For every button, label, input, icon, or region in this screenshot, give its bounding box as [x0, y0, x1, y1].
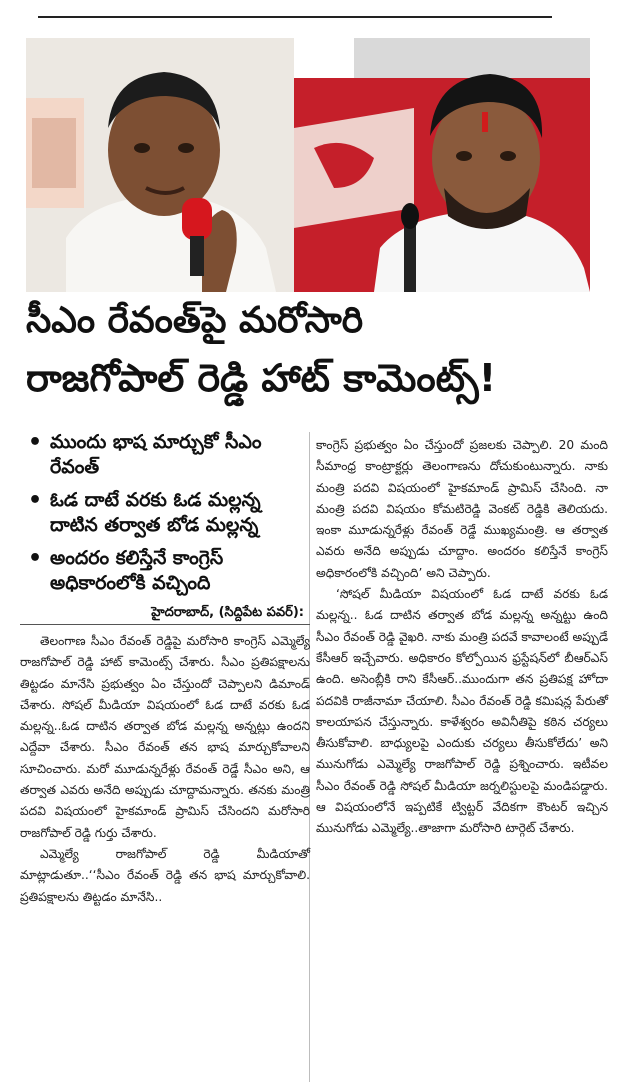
dateline: హైదరాబాద్‌, (సిద్దిపేట పవర్‌): [151, 605, 304, 620]
body-paragraph: తెలంగాణ సీఎం రేవంత్‌ రెడ్డిపై మరోసారి కాంగ్రెస్‌ ఎమ్మెల్యే రాజగోపాల్‌ రెడ్డి హాట్‌ కామెంట్స్‌ చేశారు. సీఎం ప్రతిపక్షాలను తిట్టడం మానేసి ప్రభుత్వం ఏం చేస్తుందో చెప్పాలని డిమాండ్‌ చేశారు. సోషల్‌ మీడియా విషయంలో ఓడ దాటే వరకు ఓడ మల్లన్న..ఓడ దాటిన తర్వాత బోడ మల్లన్న అన్నట్లు ఉందని ఎద్దేవా చేశారు. సీఎం రేవంత్‌ తన భాష మార్చుకోవాలని సూచించారు. మరో మూడున్నరేళ్లు రేవంత్‌ రెడ్డే సీఎం అని, ఆ తర్వాత ఎవరు అనేది అప్పుడు చూద్దామన్నారు. తనకు మంత్రి పదవి విషయంలో హైకమాండ్‌ ప్రామిస్‌ చేసిందని మరోసారి రాజగోపాల్‌ రెడ్డి గుర్తు చేశారు. [20, 634, 310, 840]
highlight-bullet [20, 546, 310, 596]
bullet-text: ఓడ దాటే వరకు ఓడ మల్లన్న దాటిన తర్వాత బోడ మల్లన్న [50, 489, 261, 536]
right-column [316, 435, 608, 840]
body-paragraph: ‘సోషల్‌ మీడియా విషయంలో ఓడ దాటే వరకు ఓడ మల్లన్న.. ఓడ దాటిన తర్వాత బోడ మల్లన్న అన్నట్టు ఉంది సీఎం రేవంత్‌ రెడ్డి వైఖరి. నాకు మంత్రి పదవే కావాలంటే అప్పుడే కేసీఆర్‌ ఇచ్చేవారు. అధికారం కోల్పోయిన ఫ్రస్టేషన్‌లో బీఆర్‌ఎస్‌ ఉంది. అసెంబ్లీకి రాని కేసీఆర్‌..ముందుగా తన ప్రతిపక్ష హోదా పదవికి రాజీనామా చేయాలి. సీఎం రేవంత్‌ రెడ్డి కమిషన్ల పేరుతో కాలయాపన చేస్తున్నారు. కాళేశ్వరం అవినీతిపై కఠిన చర్యలు తీసుకోవాలి. బాధ్యులపై ఎందుకు చర్యలు తీసుకోలేదు’ అని మునుగోడు ఎమ్మెల్యే రాజగోపాల్‌ రెడ్డి ప్రశ్నించారు. ఇటీవల సీఎం రేవంత్‌ రెడ్డి సోషల్‌ మీడియా జర్నలిస్టులపై మండిపడ్డారు. ఆ విషయంలోనే ఇప్పటికే ట్విట్టర్‌ వేదికగా కౌంటర్‌ ఇచ్చిన మునుగోడు ఎమ్మెల్యే..తాజాగా మరోసారి టార్గెట్‌ చేశారు. [316, 587, 608, 836]
bullet-dot-icon: • [28, 430, 43, 455]
dateline-rule [20, 624, 310, 625]
highlight-bullet [20, 430, 310, 480]
photo-strip [26, 38, 590, 292]
headline-line-1: సీఎం రేవంత్‌పై మరోసారి [26, 300, 364, 341]
bullet-dot-icon: • [28, 488, 43, 513]
bullet-dot-icon: • [28, 546, 43, 571]
speaker-portrait-illustration [294, 38, 590, 292]
body-paragraph: కాంగ్రెస్‌ ప్రభుత్వం ఏం చేస్తుందో ప్రజలకు చెప్పాలి. 20 మంది సీమాంధ్ర కాంట్రాక్టర్లు తెలంగాణను దోచుకుంటున్నారు. నాకు మంత్రి పదవి విషయంలో హైకమాండ్‌ ప్రామిస్‌ చేసింది. నా మంత్రి పదవి విషయం కోమటిరెడ్డి వెంకట్‌ రెడ్డికి తెలియదు. ఇంకా మూడున్నరేళ్లు రేవంత్‌ రెడ్డే ముఖ్యమంత్రి. ఆ తర్వాత ఎవరు అనేది అప్పుడు చూద్దాం. అందరం కలిస్తేనే కాంగ్రెస్‌ అధికారంలోకి వచ్చింది’ అని చెప్పారు. [316, 438, 608, 580]
highlight-bullet [20, 488, 310, 538]
top-rule [38, 16, 552, 18]
speaker-portrait-illustration [26, 38, 294, 292]
left-column [20, 430, 310, 908]
body-paragraph: ఎమ్మెల్యే రాజగోపాల్‌ రెడ్డి మీడియాతో మాట్లాడుతూ..‘‘సీఎం రేవంత్‌ రెడ్డి తన భాష మార్చుకోవాలి. ప్రతిపక్షాలను తిట్టడం మానేసి.. [20, 846, 310, 904]
headline-line-2: రాజగోపాల్‌ రెడ్డి హాట్‌ కామెంట్స్‌! [26, 356, 497, 400]
bullet-text: అందరం కలిస్తేనే కాంగ్రెస్‌ అధికారంలోకి వచ్చింది [50, 547, 224, 594]
photo-revanth-reddy [294, 38, 590, 292]
bullet-text: ముందు భాష మార్చుకో సీఎం రేవంత్‌ [50, 431, 262, 478]
photo-rajagopal-reddy [26, 38, 294, 292]
